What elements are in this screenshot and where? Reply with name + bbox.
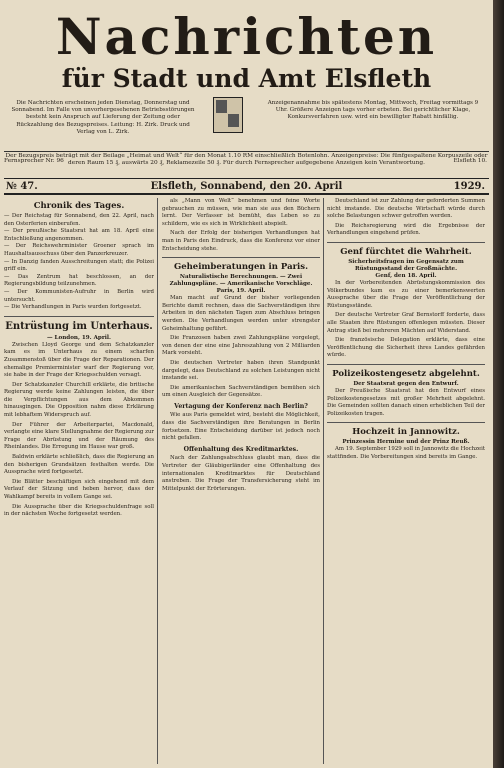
chronicle-item: — In Danzig fanden Ausschreitungen statt; die Polizei griff ein. (4, 258, 154, 273)
article-headline: Polizeikostengesetz abgelehnt. (332, 368, 480, 379)
section-divider (327, 422, 485, 423)
chronicle-item: — Der Kommunisten-Aufruhr in Berlin wird untersucht. (4, 288, 154, 303)
article-paragraph: Der Preußische Staatsrat hat den Entwurf eines Polizeikostengesetzes mit großer Mehrheit abgelehnt. Die Gemeinden sollten danach einen erheblichen Teil der Polizeikosten tragen. (327, 387, 485, 417)
article-dateline: Genf, den 18. April. (375, 272, 437, 279)
article-paragraph: Der Schatzkanzler Churchill erklärte, die britische Regierung werde keine Zahlungen leisten, die über die Verpflichtungen aus dem Abkommen hinausgingen. Die Opposition nahm diese Erklärung mit lebhaftem Widerspruch auf. (4, 381, 154, 419)
article-paragraph: Der deutsche Vertreter Graf Bernstorff forderte, dass alle Staaten ihre Rüstungen offenlegen müssten. Dieser Antrag stieß bei mehreren Mächten auf Widerstand. (327, 312, 485, 334)
article-paragraph: Der Führer der Arbeiterpartei, Macdonald, verlangte eine klare Stellungnahme der Regierung zur Frage der Abrüstung und der Räumung des Rheinlandes. Die Erregung im Hause war groß. (4, 421, 154, 451)
article-subheadline: Sicherheitsfragen im Gegensatz zum Rüstungsstand der Großmächte. (348, 258, 464, 272)
section-divider (162, 257, 320, 258)
article-paragraph: Wie aus Paris gemeldet wird, besteht die Möglichkeit, dass die Sachverständigen ihre Beratungen in Berlin fortsetzen. Eine Entscheidung darüber ist jedoch noch nicht gefallen. (162, 412, 320, 442)
phone-number: Fernsprecher Nr. 96 (4, 158, 64, 164)
article-paragraph: Baldwin erklärte schließlich, dass die Regierung an den bisherigen Grundsätzen festhalten werde. Die Aussprache wird fortgesetzt. (4, 454, 154, 476)
chronicle-item: — Das Zentrum hat beschlossen, an der Regierungsbildung teilzunehmen. (4, 273, 154, 288)
column-1 (4, 198, 154, 764)
article-headline: Offenhaltung des Kreditmarktes. (183, 445, 299, 453)
masthead-title: Nachrichten (55, 7, 438, 66)
publication-notice: Die Nachrichten erscheinen jeden Dienstag, Donnerstag und Sonnabend. Im Falle von unvorhergesehenen Betriebsstörungen besteht kein Anspruch auf Lieferung der Zeitung oder Rückzahlung des Bezugspreises. Leitung: H. Zirk. Druck und Verlag von L. Zirk. (11, 100, 195, 135)
article-subheadline: Naturalistische Berechnungen. — Zwei Zahlungspläne. — Amerikanische Vorschläge. (169, 274, 313, 288)
article-subheadline: Der Staatsrat gegen den Entwurf. (353, 380, 459, 387)
year: 1929. (453, 181, 485, 192)
article-dateline: — London, 19. April. (47, 334, 111, 341)
article-paragraph: Nach der Zahlungsabschluss glaubt man, dass die Vertreter der Gläubigerländer eine Offenhaltung des internationalen Kreditmarktes für Deutschland anstreben. Die Frage der Transfersicherung steht im Mittelpunkt der Erörterungen. (162, 455, 320, 492)
chronicle-headline: Chronik des Tages. (33, 201, 125, 211)
article-headline: Genf fürchtet die Wahrheit. (340, 246, 472, 257)
article-paragraph: Die deutschen Vertreter haben ihren Standpunkt dargelegt, dass Deutschland zu solchen Leistungen nicht imstande sei. (162, 359, 320, 382)
article-headline: Entrüstung im Unterhaus. (5, 320, 153, 332)
column-divider (157, 198, 158, 764)
section-divider (4, 316, 154, 317)
article-paragraph: Die französische Delegation erklärte, dass eine Veröffentlichung die Sicherheit ihres Landes gefährden würde. (327, 337, 485, 359)
price-info: Der Bezugspreis beträgt mit der Beilage „Heimat und Welt“ für den Monat 1.10 RM einschließlich Botenlohn. Anzeigenpreise: Die fünfgespaltene Korpuszeile oder deren Raum 15 ₰, auswärts 20 ₰, Reklamezeile 50 ₰. Für durch Fernsprecher aufgegebene Anzeigen kein Verantwortung. (5, 153, 488, 166)
issue-number: № 47. (6, 181, 38, 192)
column-2 (162, 198, 320, 764)
dateline-bar (4, 178, 489, 195)
article-headline: Geheimberatungen in Paris. (173, 262, 309, 273)
masthead-subtitle: für Stadt und Amt Elsfleth (61, 64, 432, 93)
article-paragraph: Nach der Erfolg der bisherigen Verhandlungen hat man in Paris den Eindruck, dass die Konferenz vor einer Entscheidung stehe. (162, 230, 320, 252)
article-paragraph: Deutschland ist zur Zahlung der geforderten Summen nicht imstande. Die deutsche Wirtschaft würde durch solche Belastungen schwer getroffen werden. (327, 198, 485, 220)
article-paragraph: Man macht auf Grund der bisher vorliegenden Berichte damit rechnen, dass die Sachverständigen ihre Arbeiten in den nächsten Tagen zum Abschluss bringen werden. Die Verhandlungen werden unter strengster Geheimhaltung geführt. (162, 295, 320, 332)
masthead (0, 7, 493, 94)
article-paragraph: Die Franzosen haben zwei Zahlungspläne vorgelegt, von denen der eine eine Jahreszahlung von 2 Milliarden Mark vorsieht. (162, 335, 320, 357)
chronicle-item: — Der Reichswehrminister Groener sprach im Haushaltsausschuss über den Panzerkreuzer. (4, 243, 154, 257)
advertising-notice: Anzeigenannahme bis spätestens Montag, Mittwoch, Freitag vormittags 9 Uhr. Größere Anzeigen tags vorher erbeten. Bei gerichtlicher Klage, Konkursverfahren usw. wird ein bewilligter Rabatt hinfällig. (267, 100, 479, 121)
chronicle-item: — Die Verhandlungen in Paris wurden fortgesetzt. (4, 304, 142, 311)
article-headline: Hochzeit in Jannowitz. (352, 427, 460, 438)
article-headline: Vertagung der Konferenz nach Berlin? (174, 402, 308, 410)
article-dateline: Paris, 19. April. (216, 288, 266, 295)
article-paragraph: Die Reichsregierung wird die Ergebnisse der Verhandlungen eingehend prüfen. (327, 222, 485, 237)
article-paragraph: Die amerikanischen Sachverständigen bemühen sich um einen Ausgleich der Gegensätze. (162, 384, 320, 399)
chronicle-item: — Der preußische Staatsrat hat am 18. April eine Entschließung angenommen. (4, 228, 154, 242)
binding-edge (493, 0, 504, 768)
article-paragraph: Die Blätter beschäftigen sich eingehend mit dem Verlauf der Sitzung und heben hervor, dass der Wahlkampf bereits in vollem Gange sei. (4, 478, 154, 500)
coat-of-arms-icon (213, 97, 243, 133)
article-paragraph: Die Aussprache über die Kriegsschuldenfrage soll in der nächsten Woche fortgesetzt werden. (4, 503, 154, 518)
chronicle-item: — Der Reichstag für Sonnabend, den 22. April, nach den Osterferien einberufen. (4, 213, 154, 227)
article-paragraph: Zwischen Lloyd George und dem Schatzkanzler kam es im Unterhaus zu einem scharfen Zusammenstoß über die Frage der Reparationen. Der ehemalige Premierminister warf der Regierung vor, sie habe in der Frage der Kriegsschulden versagt. (4, 341, 154, 379)
place-date: Elsfleth, Sonnabend, den 20. April (150, 181, 343, 192)
column-divider (323, 198, 324, 764)
telegraph-number: Elsfleth 10. (453, 158, 487, 164)
article-subheadline: Prinzessin Hermine und der Prinz Reuß. (342, 439, 470, 446)
article-paragraph: als „Mann von Welt“ benehmen und feine Worte gebrauchen zu müssen, wie man sie aus den Büchern lernt. Der Verfasser ist bemüht, das Leben so zu schildern, wie es sich in Wirklichkeit abspielt. (162, 198, 320, 227)
section-divider (327, 364, 485, 365)
article-paragraph: Am 19. September 1929 soll in Jannowitz die Hochzeit stattfinden. Die Vorbereitungen sind bereits im Gange. (327, 446, 485, 460)
article-paragraph: In der Vorbereitenden Abrüstungskommission des Völkerbundes kam es zu einer bemerkenswerten Aussprache über die Frage der Veröffentlichung der Rüstungsstände. (327, 279, 485, 309)
column-3 (327, 198, 485, 764)
section-divider (327, 242, 485, 243)
